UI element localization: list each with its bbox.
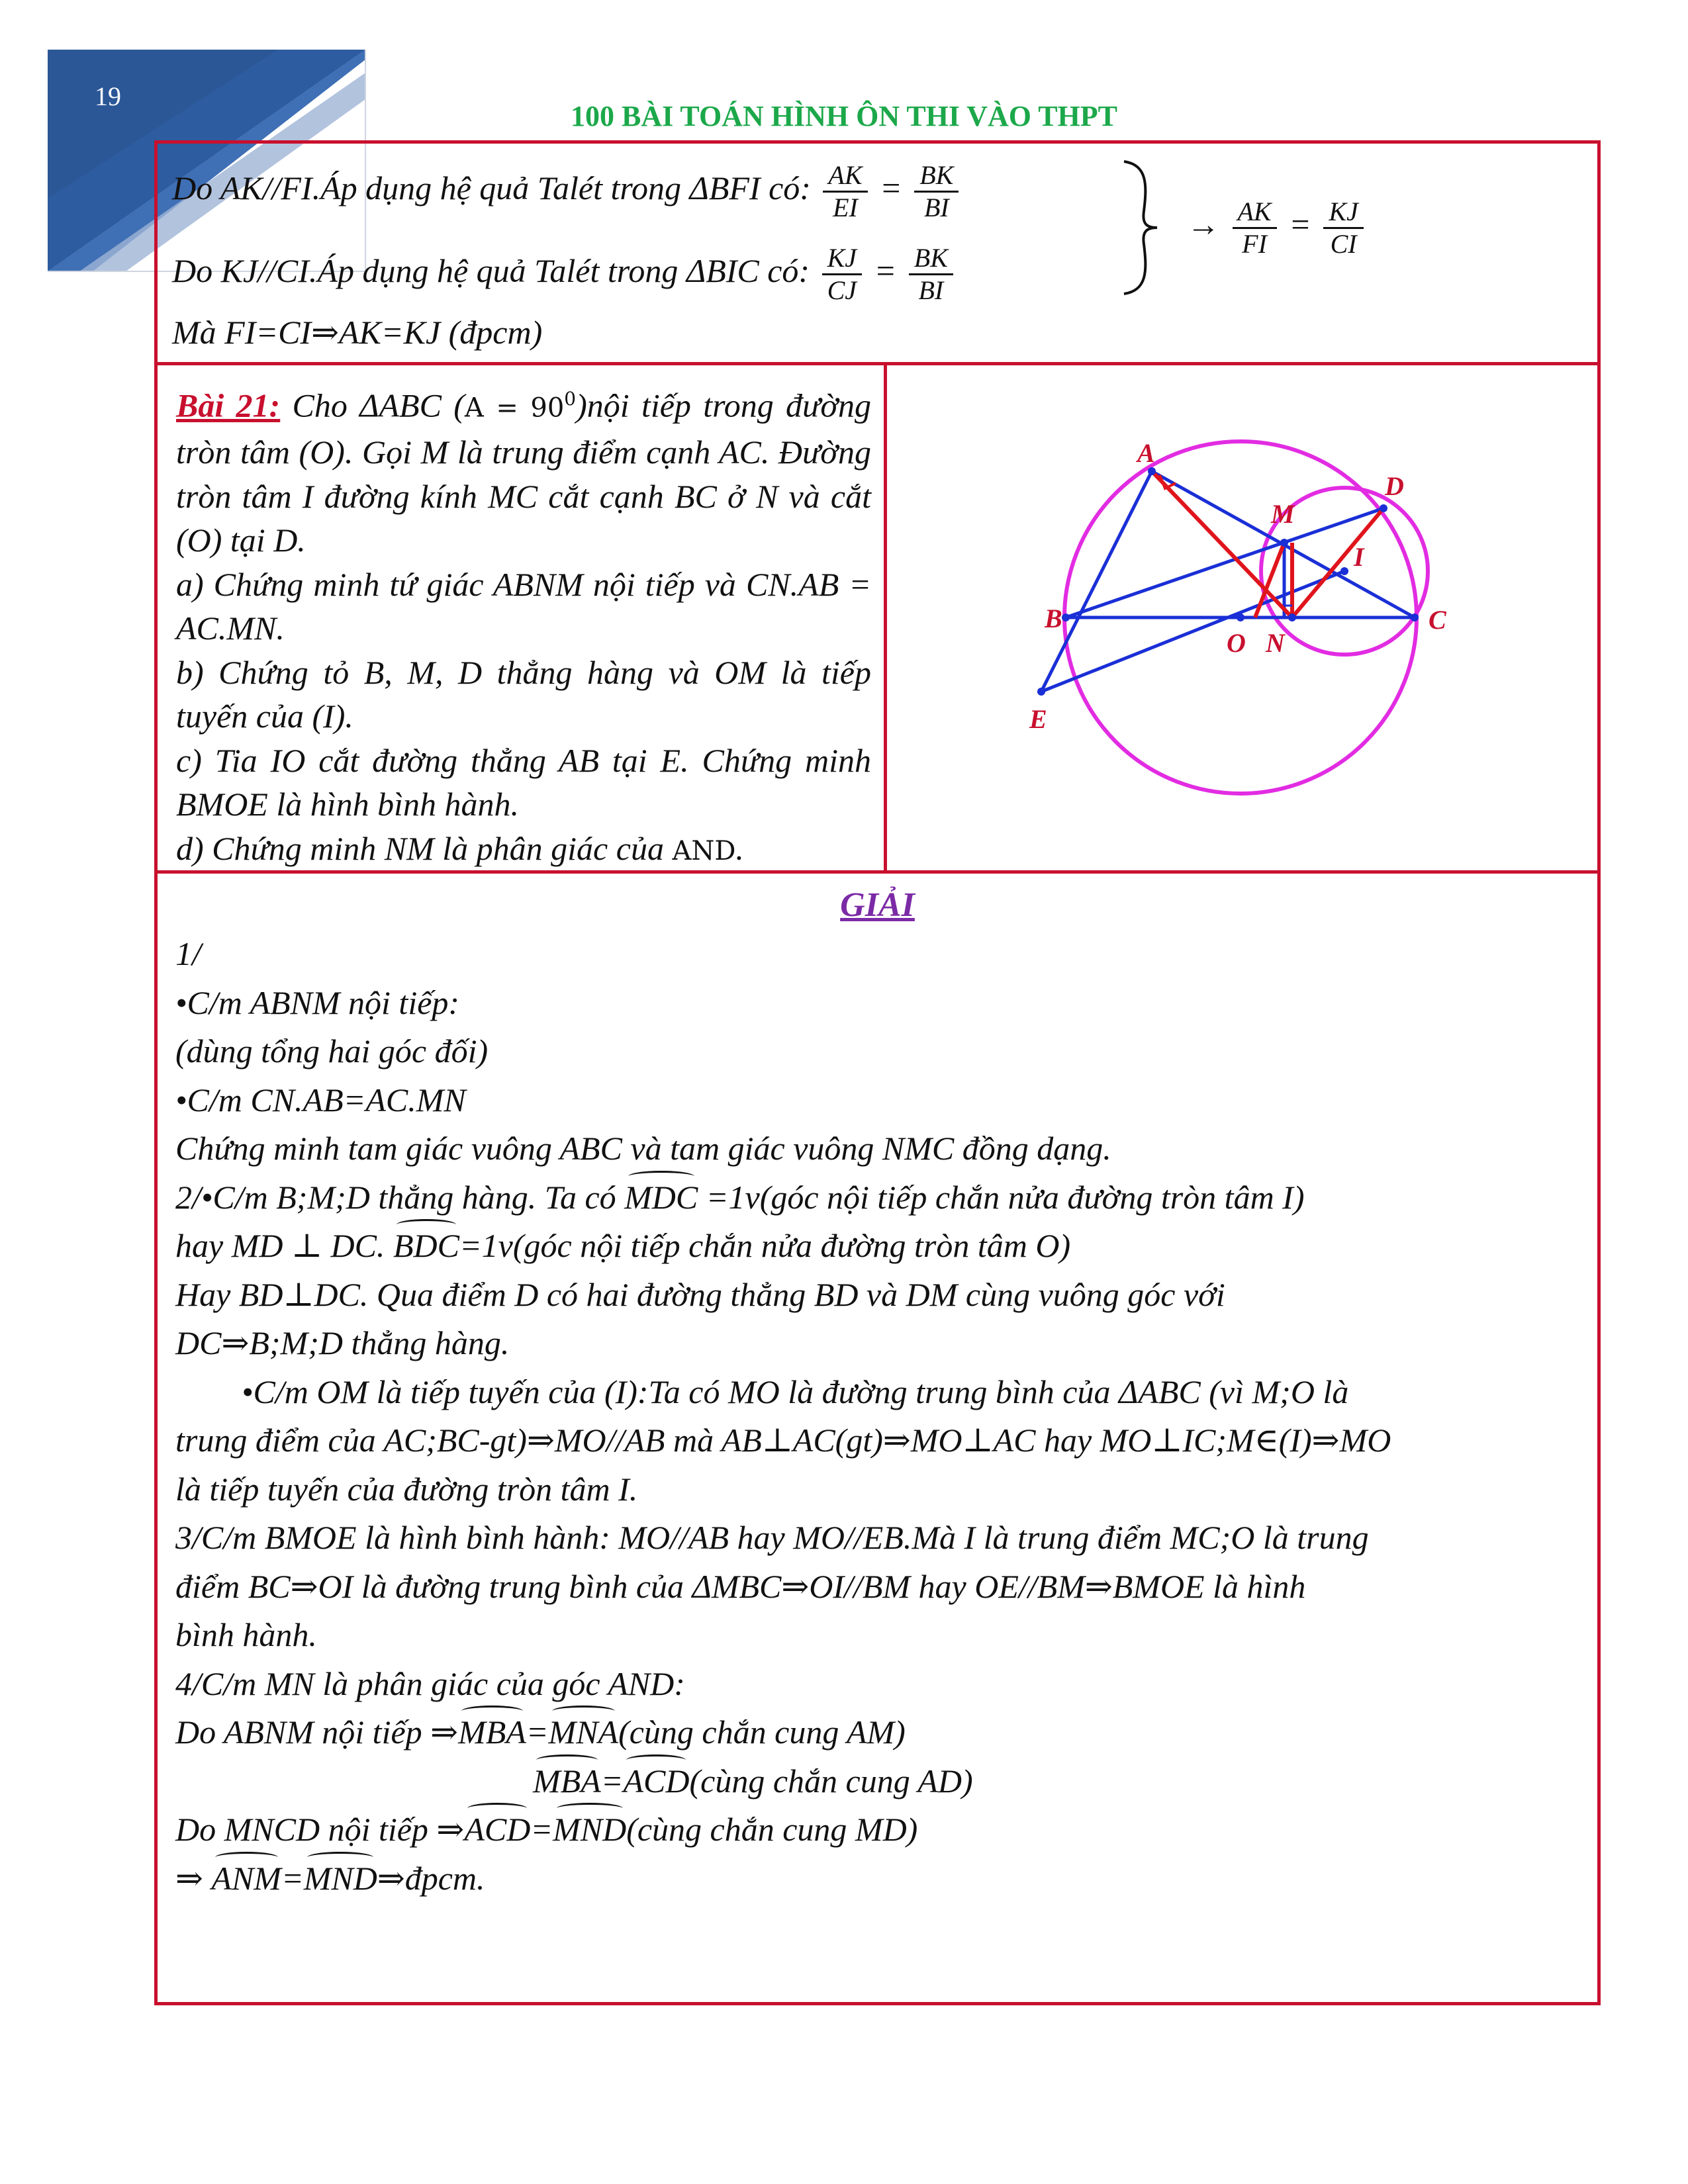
part-d: d) Chứng minh NM là phân giác của AND. xyxy=(176,829,744,867)
solution-line: Chứng minh tam giác vuông ABC và tam giác vuông NMC đồng dạng. xyxy=(175,1130,1111,1167)
point-e xyxy=(1037,688,1045,696)
solution-line: Do MNCD nội tiếp ⇒ACD=MND(cùng chắn cung MD) xyxy=(175,1805,1585,1854)
point-m xyxy=(1280,539,1288,547)
fraction: $\frac{BK}{BI}$ xyxy=(914,160,959,223)
talet-line-1: Do AK//FI.Áp dụng hệ quả Talét trong ΔBFI có: $\frac{AK}{EI}$ = $\frac{BK}{BI}$ xyxy=(172,160,962,223)
solution-heading: GIẢI xyxy=(840,886,915,924)
solution-line: 3/C/m BMOE là hình bình hành: MO//AB hay MO//EB.Mà I là trung điểm MC;O là trung xyxy=(175,1519,1369,1556)
solution-line: 4/C/m MN là phân giác của góc AND: xyxy=(175,1664,685,1702)
point-c xyxy=(1411,614,1419,621)
top-section-box xyxy=(154,140,1601,365)
fraction: $\frac{AK}{FI}$ xyxy=(1233,197,1277,259)
solution-line: DC⇒B;M;D thẳng hàng. xyxy=(175,1324,510,1361)
point-n xyxy=(1288,614,1296,621)
page-number: 19 xyxy=(95,81,121,111)
label-i: I xyxy=(1354,542,1364,572)
talet-result: → $\frac{AK}{FI}$ = $\frac{KJ}{CI}$ xyxy=(1187,197,1368,259)
solution-text xyxy=(175,930,1585,1903)
solution-line: •C/m OM là tiếp tuyến của (I):Ta có MO là đường trung bình của ΔABC (vì M;O là xyxy=(242,1373,1349,1410)
page-header-title: 100 BÀI TOÁN HÌNH ÔN THI VÀO THPT xyxy=(570,100,1117,132)
solution-line: ⇒ ANM=MND⇒đpcm. xyxy=(175,1854,1585,1903)
talet-line-2: Do KJ//CI.Áp dụng hệ quả Talét trong ΔBIC có: $\frac{KJ}{CJ}$ = $\frac{BK}{BI}$ xyxy=(172,243,957,306)
solution-line: bình hành. xyxy=(175,1616,317,1653)
brace-icon xyxy=(1121,158,1160,297)
talet-conclusion: Mà FI=CI⇒AK=KJ (đpcm) xyxy=(172,314,543,351)
fraction: $\frac{BK}{BI}$ xyxy=(909,243,953,306)
label-a: A xyxy=(1137,438,1155,468)
fraction: $\frac{KJ}{CJ}$ xyxy=(822,243,862,306)
part-c: c) Tia IO cắt đường thẳng AB tại E. Chứng minh BMOE là hình bình hành. xyxy=(176,741,871,823)
solution-line: điểm BC⇒OI là đường trung bình của ΔMBC⇒OI//BM hay OE//BM⇒BMOE là hình xyxy=(175,1567,1306,1605)
label-b: B xyxy=(1045,604,1062,633)
figure-box xyxy=(884,362,1601,874)
segment-ae xyxy=(1041,471,1152,692)
solution-line: trung điểm của AC;BC-gt)⇒MO//AB mà AB⊥AC(gt)⇒MO⊥AC hay MO⊥IC;M∈(I)⇒MO xyxy=(175,1422,1391,1459)
part-b: b) Chứng tỏ B, M, D thẳng hàng và OM là tiếp tuyến của (I). xyxy=(176,653,871,735)
segment-an xyxy=(1152,471,1292,617)
solution-line: MBA=ACD(cùng chắn cung AD) xyxy=(175,1757,1585,1806)
fraction: $\frac{KJ}{CI}$ xyxy=(1323,197,1363,259)
point-o xyxy=(1237,614,1244,621)
segment-ei xyxy=(1041,571,1344,692)
part-a: a) Chứng minh tứ giác ABNM nội tiếp và CN.AB = AC.MN. xyxy=(176,565,871,647)
point-a xyxy=(1148,467,1156,475)
solution-box xyxy=(154,870,1601,2005)
solution-line: •C/m ABNM nội tiếp: xyxy=(175,983,460,1021)
solution-line: •C/m CN.AB=AC.MN xyxy=(175,1081,466,1118)
problem-label: Bài 21: xyxy=(176,387,281,424)
solution-line: (dùng tổng hai góc đối) xyxy=(175,1032,489,1069)
point-d xyxy=(1380,504,1387,512)
label-c: C xyxy=(1429,605,1446,635)
solution-line: 1/ xyxy=(175,935,201,972)
solution-line: Do ABNM nội tiếp ⇒MBA=MNA(cùng chắn cung AM) xyxy=(175,1708,1585,1757)
solution-line: Hay BD⊥DC. Qua điểm D có hai đường thẳng BD và DM cùng vuông góc với xyxy=(175,1275,1225,1313)
label-m: M xyxy=(1271,499,1295,529)
problem-text: Bài 21: Cho ΔABC $(A = 90^0)nội$ tiếp trong đường tròn tâm (O). Gọi M là trung điểm cạnh AC. Đường tròn tâm I đường kính MC cắt cạnh BC ở N và cắt (O) tại D. a) Chứng minh tứ giác ABNM nội tiếp và CN.AB = AC.MN. b) Chứng tỏ B, M, D thẳng hàng và OM là tiếp tuyến của (I). c) Tia IO cắt đường thẳng AB tại E. Chứng minh BMOE là hình bình hành. d) Chứng minh NM là phân giác của AND. xyxy=(176,387,872,867)
label-n: N xyxy=(1266,628,1285,658)
geometry-figure xyxy=(887,365,1597,870)
point-i xyxy=(1340,567,1348,575)
problem-box xyxy=(154,362,887,874)
label-e: E xyxy=(1029,704,1047,734)
solution-line: 2/•C/m B;M;D thẳng hàng. Ta có MDC =1v(góc nội tiếp chắn nửa đường tròn tâm I) xyxy=(175,1173,1585,1222)
point-b xyxy=(1062,614,1070,621)
fraction: $\frac{AK}{EI}$ xyxy=(823,160,867,223)
solution-line: là tiếp tuyến của đường tròn tâm I. xyxy=(175,1470,638,1508)
label-o: O xyxy=(1227,628,1246,658)
label-d: D xyxy=(1385,471,1404,501)
solution-line: hay MD ⊥ DC. BDC=1v(góc nội tiếp chắn nửa đường tròn tâm O) xyxy=(175,1222,1585,1271)
